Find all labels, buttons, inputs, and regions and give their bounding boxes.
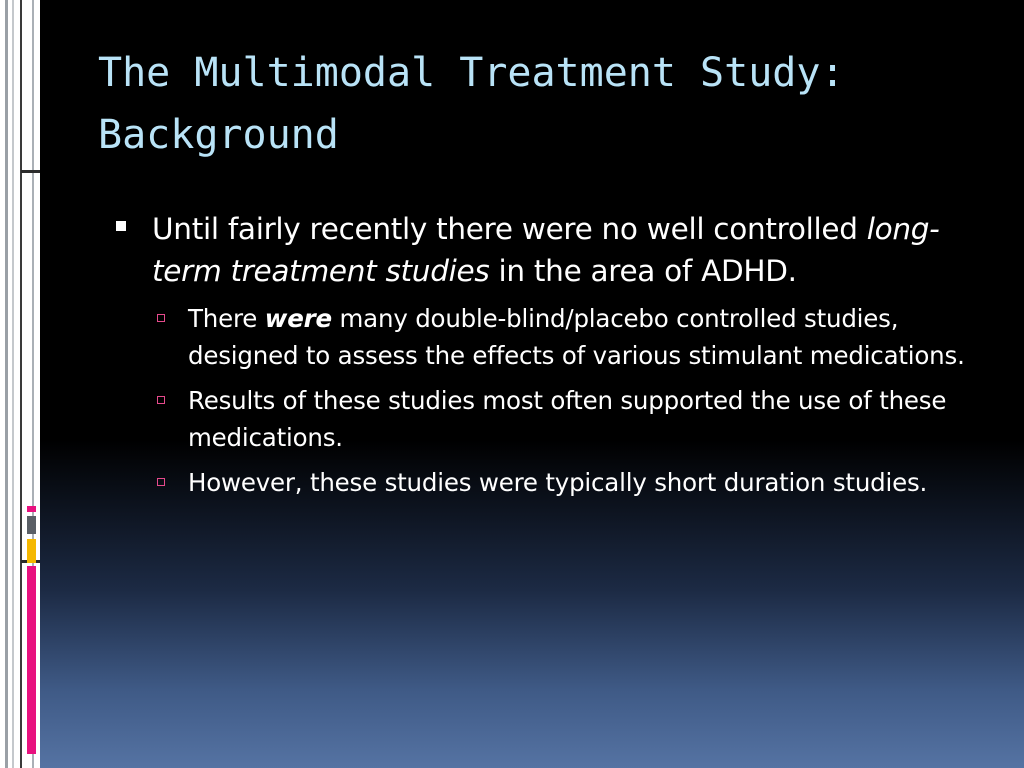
- hollow-square-bullet-icon: [157, 396, 165, 404]
- slide-body: [110, 208, 970, 509]
- slide-title: The Multimodal Treatment Study: Background: [98, 50, 845, 158]
- sub-bullet-item: [110, 382, 970, 456]
- deco-bar-1: [21, 170, 40, 173]
- sub-bullet-item: [110, 300, 970, 374]
- square-bullet-icon: [116, 221, 126, 231]
- sub-bullet-text: Results of these studies most often supported the use of these medications.: [188, 386, 947, 452]
- sub-bullet-suffix: many double-blind/placebo controlled studies, designed to assess the effects of various stimulant medications.: [188, 304, 965, 370]
- sub-bullet-text: However, these studies were typically short duration studies.: [188, 468, 928, 497]
- sub-bullet-list: [110, 300, 970, 501]
- accent-yellow-block: [27, 539, 36, 563]
- hollow-square-bullet-icon: [157, 314, 165, 322]
- bullet-text-after: in the area of ADHD.: [489, 254, 797, 288]
- bullet-text-before: Until fairly recently there were no well controlled: [152, 212, 867, 246]
- deco-line-2: [12, 0, 14, 768]
- accent-pink-bar: [27, 566, 36, 754]
- hollow-square-bullet-icon: [157, 478, 165, 486]
- sub-bullet-item: [110, 464, 970, 501]
- deco-line-1: [5, 0, 8, 768]
- deco-line-3: [20, 0, 22, 768]
- bullet-item: [110, 208, 970, 292]
- accent-gray-block: [27, 516, 36, 534]
- sub-bullet-emphasis: were: [264, 304, 332, 333]
- sub-bullet-prefix: There: [188, 304, 265, 333]
- bullet-text-italic: long-term treatment studies: [152, 212, 940, 288]
- accent-pink-mark: [27, 506, 36, 512]
